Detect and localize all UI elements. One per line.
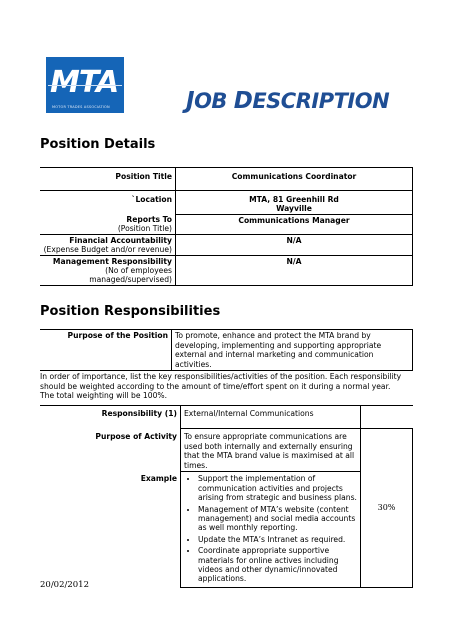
reports-to-value: Communications Manager (176, 215, 413, 235)
position-details-table (40, 167, 413, 286)
example-list (184, 474, 357, 583)
table-row (40, 191, 413, 215)
purpose-table (40, 329, 413, 371)
location-line-2: Wayville (276, 204, 312, 213)
title-rest-2: ESCRIPTION (252, 89, 390, 113)
purpose-activity-label: Purpose of Activity (95, 431, 177, 441)
list-item: • Update the MTA’s Intranet as required. (198, 535, 357, 544)
position-title-label: Position Title (40, 168, 176, 191)
financial-label (40, 234, 176, 255)
location-value (176, 191, 413, 215)
responsibility-label: Responsibility (1) (40, 406, 181, 429)
logo-small-text: MOTOR TRADES ASSOCIATION (52, 105, 110, 109)
location-line-1: MTA, 81 Greenhill Rd (249, 195, 339, 204)
table-row (40, 234, 413, 255)
table-row (40, 215, 413, 235)
financial-title: Financial Accountability (69, 235, 172, 245)
page-title (186, 88, 389, 114)
logo-swoosh (48, 85, 122, 89)
footer-date: 20/02/2012 (40, 580, 89, 590)
list-item: • Management of MTA’s website (content management) and social media accounts as well monthly reporting. (198, 505, 357, 533)
purpose-activity-text: To ensure appropriate communications are used both internally and externally ensuring that the MTA brand value is maximised at all times. (181, 429, 361, 472)
responsibility-value: External/Internal Communications (181, 406, 361, 429)
table-row (40, 255, 413, 285)
example-label: Example (140, 473, 177, 483)
financial-value: N/A (176, 234, 413, 255)
logo-text: MTA (50, 65, 119, 100)
intro-line-1: In order of importance, list the key responsibilities/activities of the position. Each responsibility should be weighted according to the amount of time/effort spent on it during a normal year. (40, 372, 402, 391)
list-item: • Coordinate appropriate supportive materials for online actives including videos and other dynamic/innovated applications. (198, 546, 357, 584)
weighting-blank (361, 406, 413, 429)
table-row (40, 330, 413, 371)
table-row (40, 429, 413, 472)
purpose-text: To promote, enhance and protect the MTA brand by developing, implementing and supporting appropriate external and internal marketing and communication activities. (172, 330, 413, 371)
management-sub-1: (No of employees (105, 265, 172, 275)
title-cap-2: D (233, 88, 253, 114)
table-row (40, 472, 413, 587)
reports-to-title: Reports To (126, 214, 172, 224)
section-heading-responsibilities: Position Responsibilities (40, 304, 221, 319)
table-row (40, 168, 413, 191)
intro-text (40, 372, 420, 401)
weighting-value: 30% (361, 429, 413, 588)
management-sub-2: managed/supervised) (89, 274, 172, 284)
title-cap-1: J (186, 88, 195, 114)
reports-to-sub: (Position Title) (117, 223, 172, 233)
location-label: `Location (40, 191, 176, 215)
purpose-label: Purpose of the Position (40, 330, 172, 371)
management-title: Management Responsibility (52, 256, 172, 266)
management-label (40, 255, 176, 285)
section-heading-details: Position Details (40, 137, 156, 152)
example-list-cell (181, 472, 361, 587)
title-rest-1: OB (194, 89, 234, 113)
intro-line-2: The total weighting will be 100%. (40, 391, 168, 401)
mta-logo (46, 57, 124, 113)
table-row (40, 406, 413, 429)
position-title-value: Communications Coordinator (176, 168, 413, 191)
management-value: N/A (176, 255, 413, 285)
responsibility-table (40, 405, 413, 588)
reports-to-label (40, 215, 176, 235)
financial-sub: (Expense Budget and/or revenue) (43, 244, 172, 254)
list-item: • Support the implementation of communication activities and projects arising from strategic and business plans. (198, 474, 357, 502)
